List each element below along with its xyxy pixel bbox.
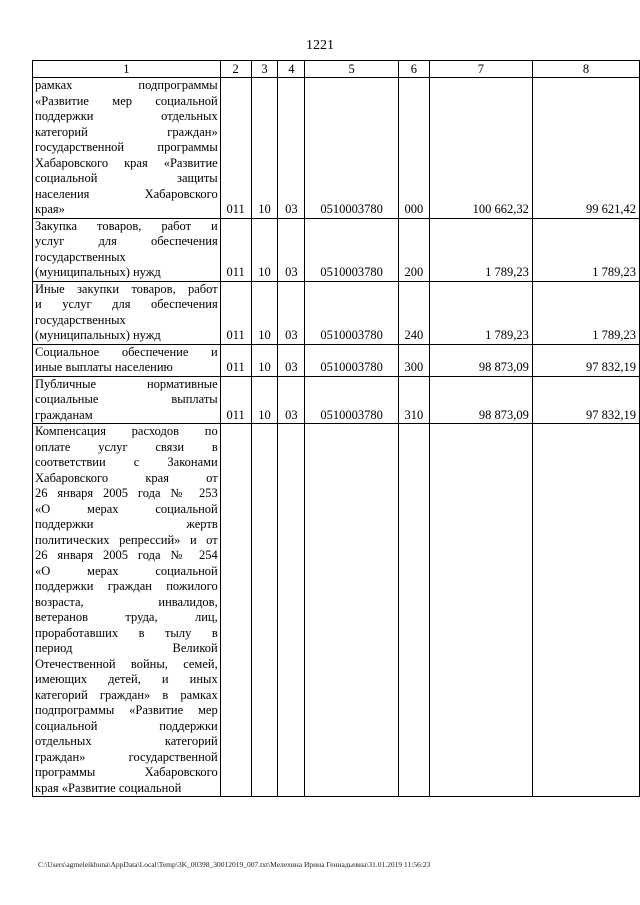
row-name-line: политических репрессий» и от xyxy=(35,532,218,547)
row-name-line: «О мерах социальной xyxy=(35,501,218,516)
row-name-line: края» xyxy=(35,202,65,216)
row-name-line: отдельных категорий xyxy=(35,734,218,748)
cell-col2: 011 xyxy=(220,281,251,344)
row-name-line: 26 января 2005 года № 253 xyxy=(35,486,218,500)
row-name-line: услуг для обеспечения xyxy=(35,234,218,248)
cell-col4: 03 xyxy=(278,281,305,344)
row-name-line: поддержки отдельных xyxy=(35,109,218,123)
cell-col4: 03 xyxy=(278,218,305,281)
row-name-cell xyxy=(33,78,221,219)
row-name-line: края «Развитие социальной xyxy=(35,780,182,795)
table-row xyxy=(33,424,640,797)
cell-col8: 97 832,19 xyxy=(532,376,639,424)
row-name-line: государственной программы xyxy=(35,140,218,154)
row-name-line: соответствии с Законами xyxy=(35,455,218,469)
cell-col7: 98 873,09 xyxy=(429,376,532,424)
cell-col4: 03 xyxy=(278,344,305,376)
cell-col3: 10 xyxy=(251,78,278,219)
row-name-line: категорий граждан» xyxy=(35,124,218,139)
row-name-cell xyxy=(33,281,221,344)
row-name-line: гражданам xyxy=(35,407,93,422)
column-header: 1 xyxy=(33,61,221,78)
column-header: 4 xyxy=(278,61,305,78)
row-name-line: (муниципальных) нужд xyxy=(35,328,161,342)
row-name-line: «Развитие мер социальной xyxy=(35,93,218,108)
column-header: 5 xyxy=(305,61,399,78)
table-row xyxy=(33,281,640,344)
row-name-line: и услуг для обеспечения xyxy=(35,297,218,311)
cell-col3: 10 xyxy=(251,281,278,344)
row-name-line: рамках подпрограммы xyxy=(35,78,218,92)
page-number: 1221 xyxy=(306,38,334,53)
cell-col3: 10 xyxy=(251,376,278,424)
budget-table xyxy=(32,60,640,797)
row-name-cell xyxy=(33,424,221,797)
row-name-line: возраста, инвалидов, xyxy=(35,594,218,609)
row-name-line: ветеранов труда, лиц, xyxy=(35,610,218,624)
row-name-line: имеющих детей, и иных xyxy=(35,672,218,686)
file-path-footer: C:\Users\agmeleikhuna\AppData\Local\Temp\3K_00398_30012019_007.txt\Мелехина Ирина Геннадьевна\31.01.2019 11:56:23 xyxy=(38,860,431,869)
cell-col8: 1 789,23 xyxy=(532,281,639,344)
cell-col5: 0510003780 xyxy=(305,78,399,219)
column-header: 3 xyxy=(251,61,278,78)
cell-col2: 011 xyxy=(220,376,251,424)
row-name-line: категорий граждан» в рамках xyxy=(35,687,218,702)
cell-col4: 03 xyxy=(278,78,305,219)
column-header: 7 xyxy=(429,61,532,78)
column-header-row xyxy=(33,61,640,78)
table-row xyxy=(33,218,640,281)
row-name-line: период Великой xyxy=(35,641,218,655)
row-name-line: граждан» государственной xyxy=(35,749,218,764)
row-name-line: Компенсация расходов по xyxy=(35,424,218,438)
cell-col3: 10 xyxy=(251,218,278,281)
row-name-line: государственных xyxy=(35,249,126,264)
column-header: 8 xyxy=(532,61,639,78)
row-name-line: поддержки граждан пожилого xyxy=(35,579,218,593)
cell-col3: 10 xyxy=(251,344,278,376)
row-name-line: «О мерах социальной xyxy=(35,563,218,578)
row-name-line: проработавших в тылу в xyxy=(35,625,218,640)
row-name-line: оплате услуг связи в xyxy=(35,439,218,454)
cell-col8 xyxy=(532,424,639,797)
cell-col5: 0510003780 xyxy=(305,344,399,376)
cell-col6 xyxy=(398,424,429,797)
cell-col5 xyxy=(305,424,399,797)
row-name-line: Закупка товаров, работ и xyxy=(35,218,218,233)
row-name-line: Хабаровского края от xyxy=(35,470,218,485)
cell-col7: 1 789,23 xyxy=(429,218,532,281)
table-row xyxy=(33,376,640,424)
cell-col5: 0510003780 xyxy=(305,376,399,424)
row-name-line: 26 января 2005 года № 254 xyxy=(35,548,218,562)
cell-col6: 200 xyxy=(398,218,429,281)
row-name-line: Отечественной войны, семей, xyxy=(35,656,218,671)
cell-col6: 000 xyxy=(398,78,429,219)
cell-col7: 100 662,32 xyxy=(429,78,532,219)
row-name-line: Хабаровского края «Развитие xyxy=(35,155,218,170)
row-name-cell xyxy=(33,344,221,376)
cell-col2: 011 xyxy=(220,218,251,281)
row-name-line: поддержки жертв xyxy=(35,517,218,531)
cell-col6: 300 xyxy=(398,344,429,376)
row-name-line: Иные закупки товаров, работ xyxy=(35,281,218,296)
row-name-line: населения Хабаровского xyxy=(35,186,218,201)
column-header: 6 xyxy=(398,61,429,78)
cell-col2: 011 xyxy=(220,344,251,376)
cell-col4 xyxy=(278,424,305,797)
row-name-line: социальные выплаты xyxy=(35,392,218,406)
column-header: 2 xyxy=(220,61,251,78)
row-name-cell xyxy=(33,376,221,424)
cell-col8: 1 789,23 xyxy=(532,218,639,281)
row-name-cell xyxy=(33,218,221,281)
table-row xyxy=(33,78,640,219)
cell-col6: 310 xyxy=(398,376,429,424)
cell-col5: 0510003780 xyxy=(305,281,399,344)
cell-col8: 99 621,42 xyxy=(532,78,639,219)
row-name-line: социальной поддержки xyxy=(35,718,218,733)
cell-col6: 240 xyxy=(398,281,429,344)
cell-col3 xyxy=(251,424,278,797)
cell-col7: 1 789,23 xyxy=(429,281,532,344)
cell-col4: 03 xyxy=(278,376,305,424)
cell-col2 xyxy=(220,424,251,797)
row-name-line: государственных xyxy=(35,312,126,327)
row-name-line: программы Хабаровского xyxy=(35,765,218,779)
table-row xyxy=(33,344,640,376)
row-name-line: (муниципальных) нужд xyxy=(35,265,161,279)
row-name-line: иные выплаты населению xyxy=(35,360,173,374)
cell-col7 xyxy=(429,424,532,797)
cell-col2: 011 xyxy=(220,78,251,219)
cell-col8: 97 832,19 xyxy=(532,344,639,376)
row-name-line: Социальное обеспечение и xyxy=(35,344,218,359)
row-name-line: подпрограммы «Развитие мер xyxy=(35,703,218,717)
cell-col5: 0510003780 xyxy=(305,218,399,281)
row-name-line: социальной защиты xyxy=(35,171,218,185)
row-name-line: Публичные нормативные xyxy=(35,376,218,391)
cell-col7: 98 873,09 xyxy=(429,344,532,376)
